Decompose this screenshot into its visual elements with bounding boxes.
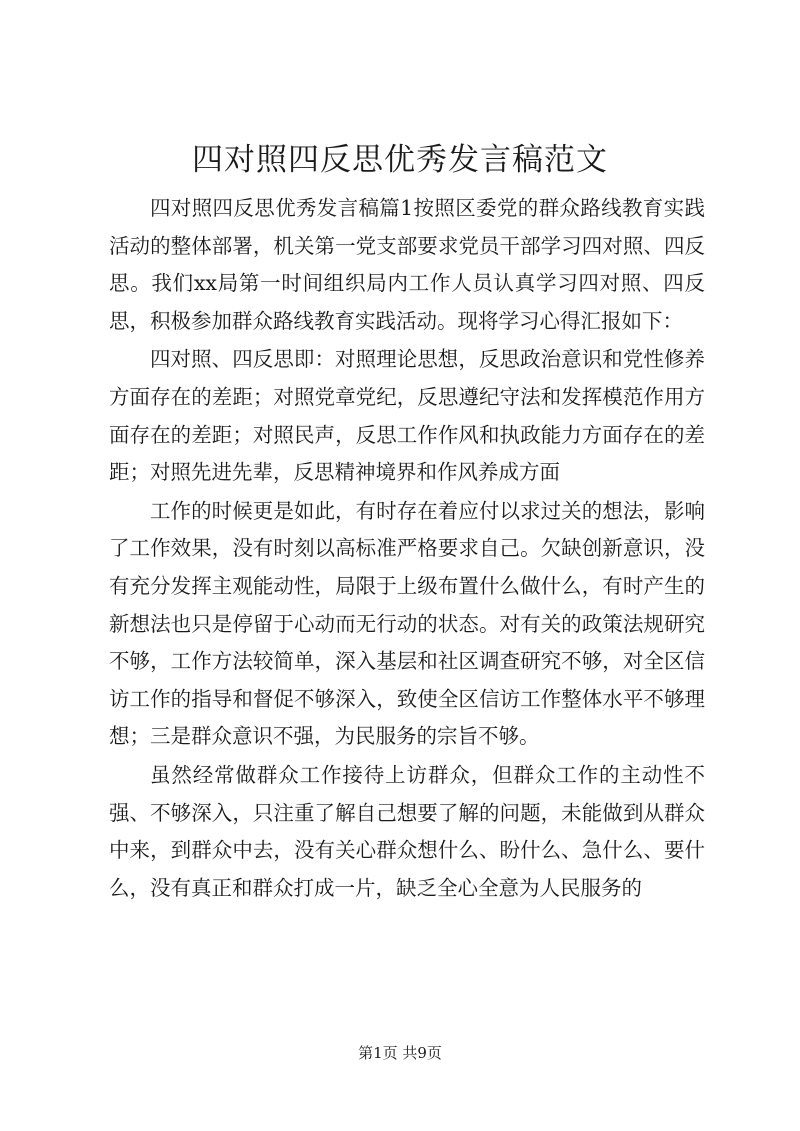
paragraph-intro: 四对照四反思优秀发言稿篇1按照区委党的群众路线教育实践活动的整体部署，机关第一党支部要求党员干部学习四对照、四反思。我们xx局第一时间组织局内工作人员认真学习四对照、四反思，积极参加群众路线教育实践活动。现将学习心得汇报如下： [109, 196, 705, 333]
paragraph-mass-work: 虽然经常做群众工作接待上访群众，但群众工作的主动性不强、不够深入，只注重了解自己想要了解的问题，未能做到从群众中来，到群众中去，没有关心群众想什么、盼什么、急什么、要什么，没有真正和群众打成一片，缺乏全心全意为人民服务的 [109, 762, 705, 900]
page-number-footer: 第1页 共9页 [358, 1044, 442, 1062]
paragraph-work-issues: 工作的时候更是如此，有时存在着应付以求过关的想法，影响了工作效果，没有时刻以高标准严格要求自己。欠缺创新意识，没有充分发挥主观能动性，局限于上级布置什么做什么，有时产生的新想法也只是停留于心动而无行动的状态。对有关的政策法规研究不够，工作方法较简单，深入基层和社区调查研究不够，对全区信访工作的指导和督促不够深入，致使全区信访工作整体水平不够理想；三是群众意识不强，为民服务的宗旨不够。 [109, 498, 705, 749]
document-body [109, 190, 705, 908]
document-title: 四对照四反思优秀发言稿范文 [192, 142, 608, 178]
paragraph-four-contrasts: 四对照、四反思即：对照理论思想，反思政治意识和党性修养方面存在的差距；对照党章党纪，反思遵纪守法和发挥模范作用方面存在的差距；对照民声，反思工作作风和执政能力方面存在的差距；对照先进先辈，反思精神境界和作风养成方面 [109, 347, 705, 485]
